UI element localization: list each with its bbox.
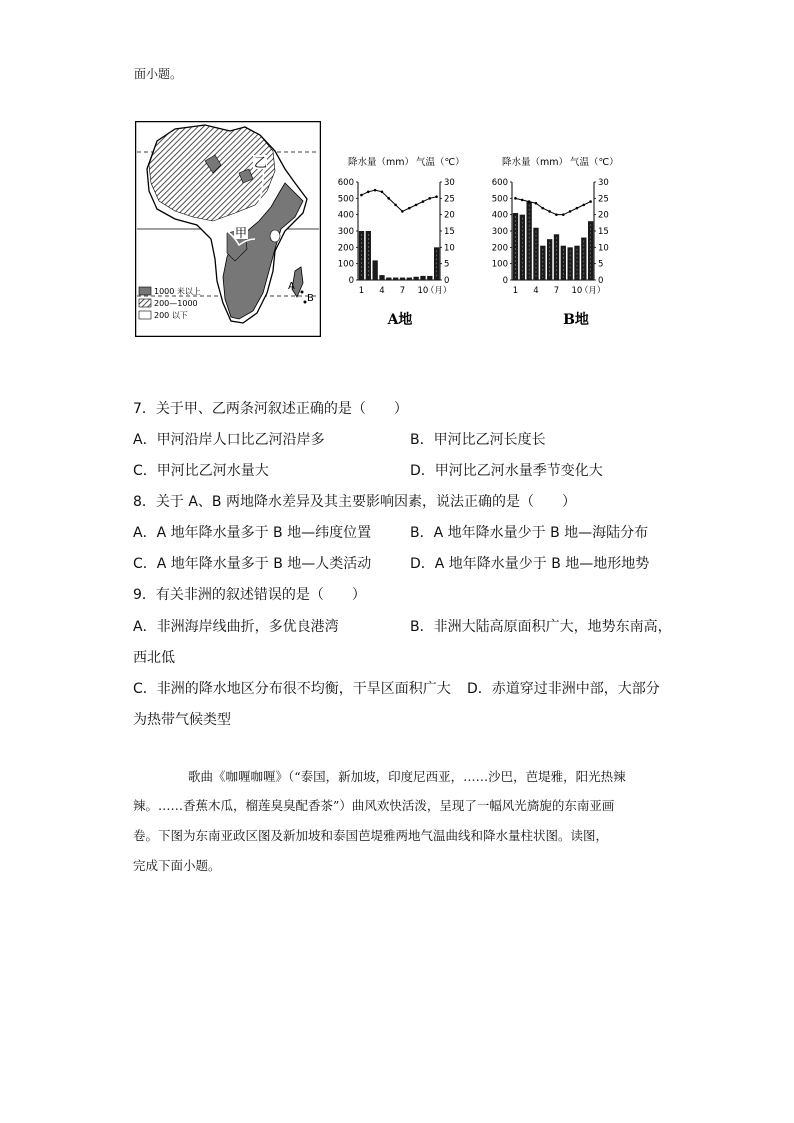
africa-map-figure <box>135 121 321 337</box>
temperature-point <box>435 195 438 198</box>
temperature-point <box>360 194 363 197</box>
y-tick-label: 300 <box>491 227 508 237</box>
temperature-point <box>401 210 404 213</box>
temperature-point <box>528 200 531 203</box>
y-tick-label: 200 <box>491 243 508 254</box>
temperature-point <box>521 199 524 202</box>
label-point-a: A <box>288 281 295 292</box>
x-tick-label: 4 <box>533 286 539 296</box>
temperature-point <box>582 204 585 207</box>
temperature-point <box>569 210 572 213</box>
precip-bar <box>386 278 391 280</box>
precip-bar <box>427 276 432 280</box>
legend-label-low: 200 以下 <box>154 311 188 320</box>
temperature-point <box>408 207 411 210</box>
legend-swatch-high <box>139 287 151 295</box>
q7-option-c[interactable]: C．甲河比乙河水量大 <box>133 463 269 479</box>
precip-bar <box>540 246 545 280</box>
intro-tail-text: 面小题。 <box>134 67 183 81</box>
y-tick-label: 400 <box>491 210 508 221</box>
point-a-marker <box>301 291 304 294</box>
x-tick-label: 7 <box>399 286 406 296</box>
temperature-point <box>514 197 517 200</box>
temperature-point <box>374 189 377 192</box>
q8-option-a[interactable]: A．A 地年降水量多于 B 地—纬度位置 <box>133 525 372 541</box>
temperature-point <box>562 213 565 216</box>
q9-stem: 9．有关非洲的叙述错误的是（ ） <box>133 587 366 603</box>
precip-bar <box>420 276 425 280</box>
temperature-point <box>428 197 431 200</box>
y2-tick-label: 0 <box>598 276 604 286</box>
y-tick-label: 0 <box>502 276 508 286</box>
x-tick-label: 7 <box>553 286 560 296</box>
precip-bar <box>400 278 405 280</box>
x-tick-label: 10 <box>417 286 429 296</box>
temperature-point <box>535 202 538 205</box>
precip-bar <box>379 275 384 280</box>
temperature-point <box>548 210 551 213</box>
y2-tick-label: 10 <box>598 243 609 254</box>
x-tick-label: 4 <box>379 286 385 296</box>
q9-option-c[interactable]: C．非洲的降水地区分布很不均衡，干旱区面积广大 <box>133 681 451 697</box>
climate-chart-b <box>484 152 634 337</box>
ylabel-text: 降水量（mm） <box>348 157 415 168</box>
y2label-text: 气温（℃） <box>416 157 465 168</box>
climate-chart-b-wrap <box>484 152 634 337</box>
passage-line-1: 歌曲《咖喱咖喱》（“泰国，新加坡，印度尼西亚，……沙巴，芭堤雅，阳光热辣 <box>188 769 626 784</box>
q9-option-b[interactable]: B．非洲大陆高原面积广大，地势东南高， <box>410 619 672 635</box>
y2label-text: 气温（℃） <box>570 157 619 168</box>
y-tick-label: 200 <box>337 243 354 254</box>
x-tick-label: （月） <box>579 286 606 296</box>
precip-bar <box>407 278 412 280</box>
temperature-point <box>415 204 418 207</box>
q9-option-b-cont: 西北低 <box>133 650 175 666</box>
temperature-point <box>576 207 579 210</box>
x-tick-label: 10 <box>571 286 583 296</box>
q7-stem: 7．关于甲、乙两条河叙述正确的是（ ） <box>133 401 408 417</box>
y-tick-label: 300 <box>337 227 354 237</box>
passage-line-2: 辣。……香蕉木瓜，榴莲臭臭配香茶”）曲风欢快活泼，呈现了一幅风光旖旎的东南亚画 <box>133 798 615 813</box>
q8-stem: 8．关于 A、B 两地降水差异及其主要影响因素，说法正确的是（ ） <box>133 494 576 510</box>
x-tick-label: 1 <box>512 286 519 296</box>
temperature-point <box>555 213 558 216</box>
y2-tick-label: 0 <box>444 276 450 286</box>
temperature-line <box>361 190 436 211</box>
y2-tick-label: 15 <box>598 227 609 237</box>
y2-tick-label: 15 <box>444 227 455 237</box>
label-point-b: B <box>307 293 314 304</box>
precip-bar <box>561 246 566 280</box>
q8-option-d[interactable]: D．A 地年降水量少于 B 地—地形地势 <box>410 556 650 572</box>
y2-tick-label: 25 <box>444 194 455 205</box>
legend-swatch-mid <box>139 299 151 307</box>
q7-option-d[interactable]: D．甲河比乙河水量季节变化大 <box>410 463 603 479</box>
africa-map <box>135 121 321 337</box>
y-tick-label: 400 <box>337 210 354 221</box>
ylabel-text: 降水量（mm） <box>502 157 569 168</box>
q8-option-b[interactable]: B．A 地年降水量少于 B 地—海陆分布 <box>410 525 649 541</box>
precip-bar <box>372 260 377 280</box>
temperature-point <box>394 204 397 207</box>
precip-bar <box>574 246 579 280</box>
precip-bar <box>393 278 398 280</box>
temperature-point <box>422 200 425 203</box>
q7-option-b[interactable]: B．甲河比乙河长度长 <box>410 432 546 448</box>
q9-option-d[interactable]: D．赤道穿过非洲中部，大部分 <box>467 681 660 697</box>
lake-shape <box>270 230 280 242</box>
climate-chart-a-wrap <box>330 152 470 337</box>
y2-tick-label: 5 <box>444 259 450 270</box>
y2-tick-label: 5 <box>598 259 604 270</box>
chart-title: A地 <box>387 312 413 328</box>
label-jia: 甲 <box>235 226 248 240</box>
point-b-marker <box>304 301 307 304</box>
temperature-point <box>387 197 390 200</box>
climate-chart-a <box>330 152 470 337</box>
temperature-point <box>541 207 544 210</box>
q7-option-a[interactable]: A．甲河沿岸人口比乙河沿岸多 <box>133 432 325 448</box>
y-tick-label: 600 <box>491 178 508 188</box>
label-yi: 乙 <box>254 156 268 171</box>
temperature-point <box>381 191 384 194</box>
y2-tick-label: 20 <box>444 210 455 221</box>
precip-bar <box>413 277 418 280</box>
y2-tick-label: 30 <box>598 178 609 188</box>
temperature-point <box>589 200 592 203</box>
y-tick-label: 600 <box>337 178 354 188</box>
passage-line-3: 卷。下图为东南亚政区图及新加坡和泰国芭堤雅两地气温曲线和降水量柱状图。读图， <box>133 828 609 843</box>
temperature-point <box>367 191 370 194</box>
y2-tick-label: 30 <box>444 178 455 188</box>
y-tick-label: 100 <box>337 259 354 270</box>
y-tick-label: 100 <box>491 259 508 270</box>
legend-swatch-low <box>139 311 151 319</box>
y2-tick-label: 20 <box>598 210 609 221</box>
passage-line-4: 完成下面小题。 <box>133 858 221 873</box>
legend-label-mid: 200—1000 <box>154 299 198 308</box>
x-tick-label: （月） <box>425 286 452 296</box>
y2-tick-label: 25 <box>598 194 609 205</box>
x-tick-label: 1 <box>358 286 365 296</box>
q9-option-a[interactable]: A．非洲海岸线曲折，多优良港湾 <box>133 619 339 635</box>
y-tick-label: 500 <box>491 194 508 205</box>
chart-title: B地 <box>563 312 589 328</box>
precip-bar <box>554 234 559 280</box>
y2-tick-label: 10 <box>444 243 455 254</box>
q9-option-d-cont: 为热带气候类型 <box>133 712 231 728</box>
y-tick-label: 500 <box>337 194 354 205</box>
q8-option-c[interactable]: C．A 地年降水量多于 B 地—人类活动 <box>133 556 372 572</box>
legend-label-high: 1000 米以上 <box>154 287 201 296</box>
y-tick-label: 0 <box>348 276 354 286</box>
